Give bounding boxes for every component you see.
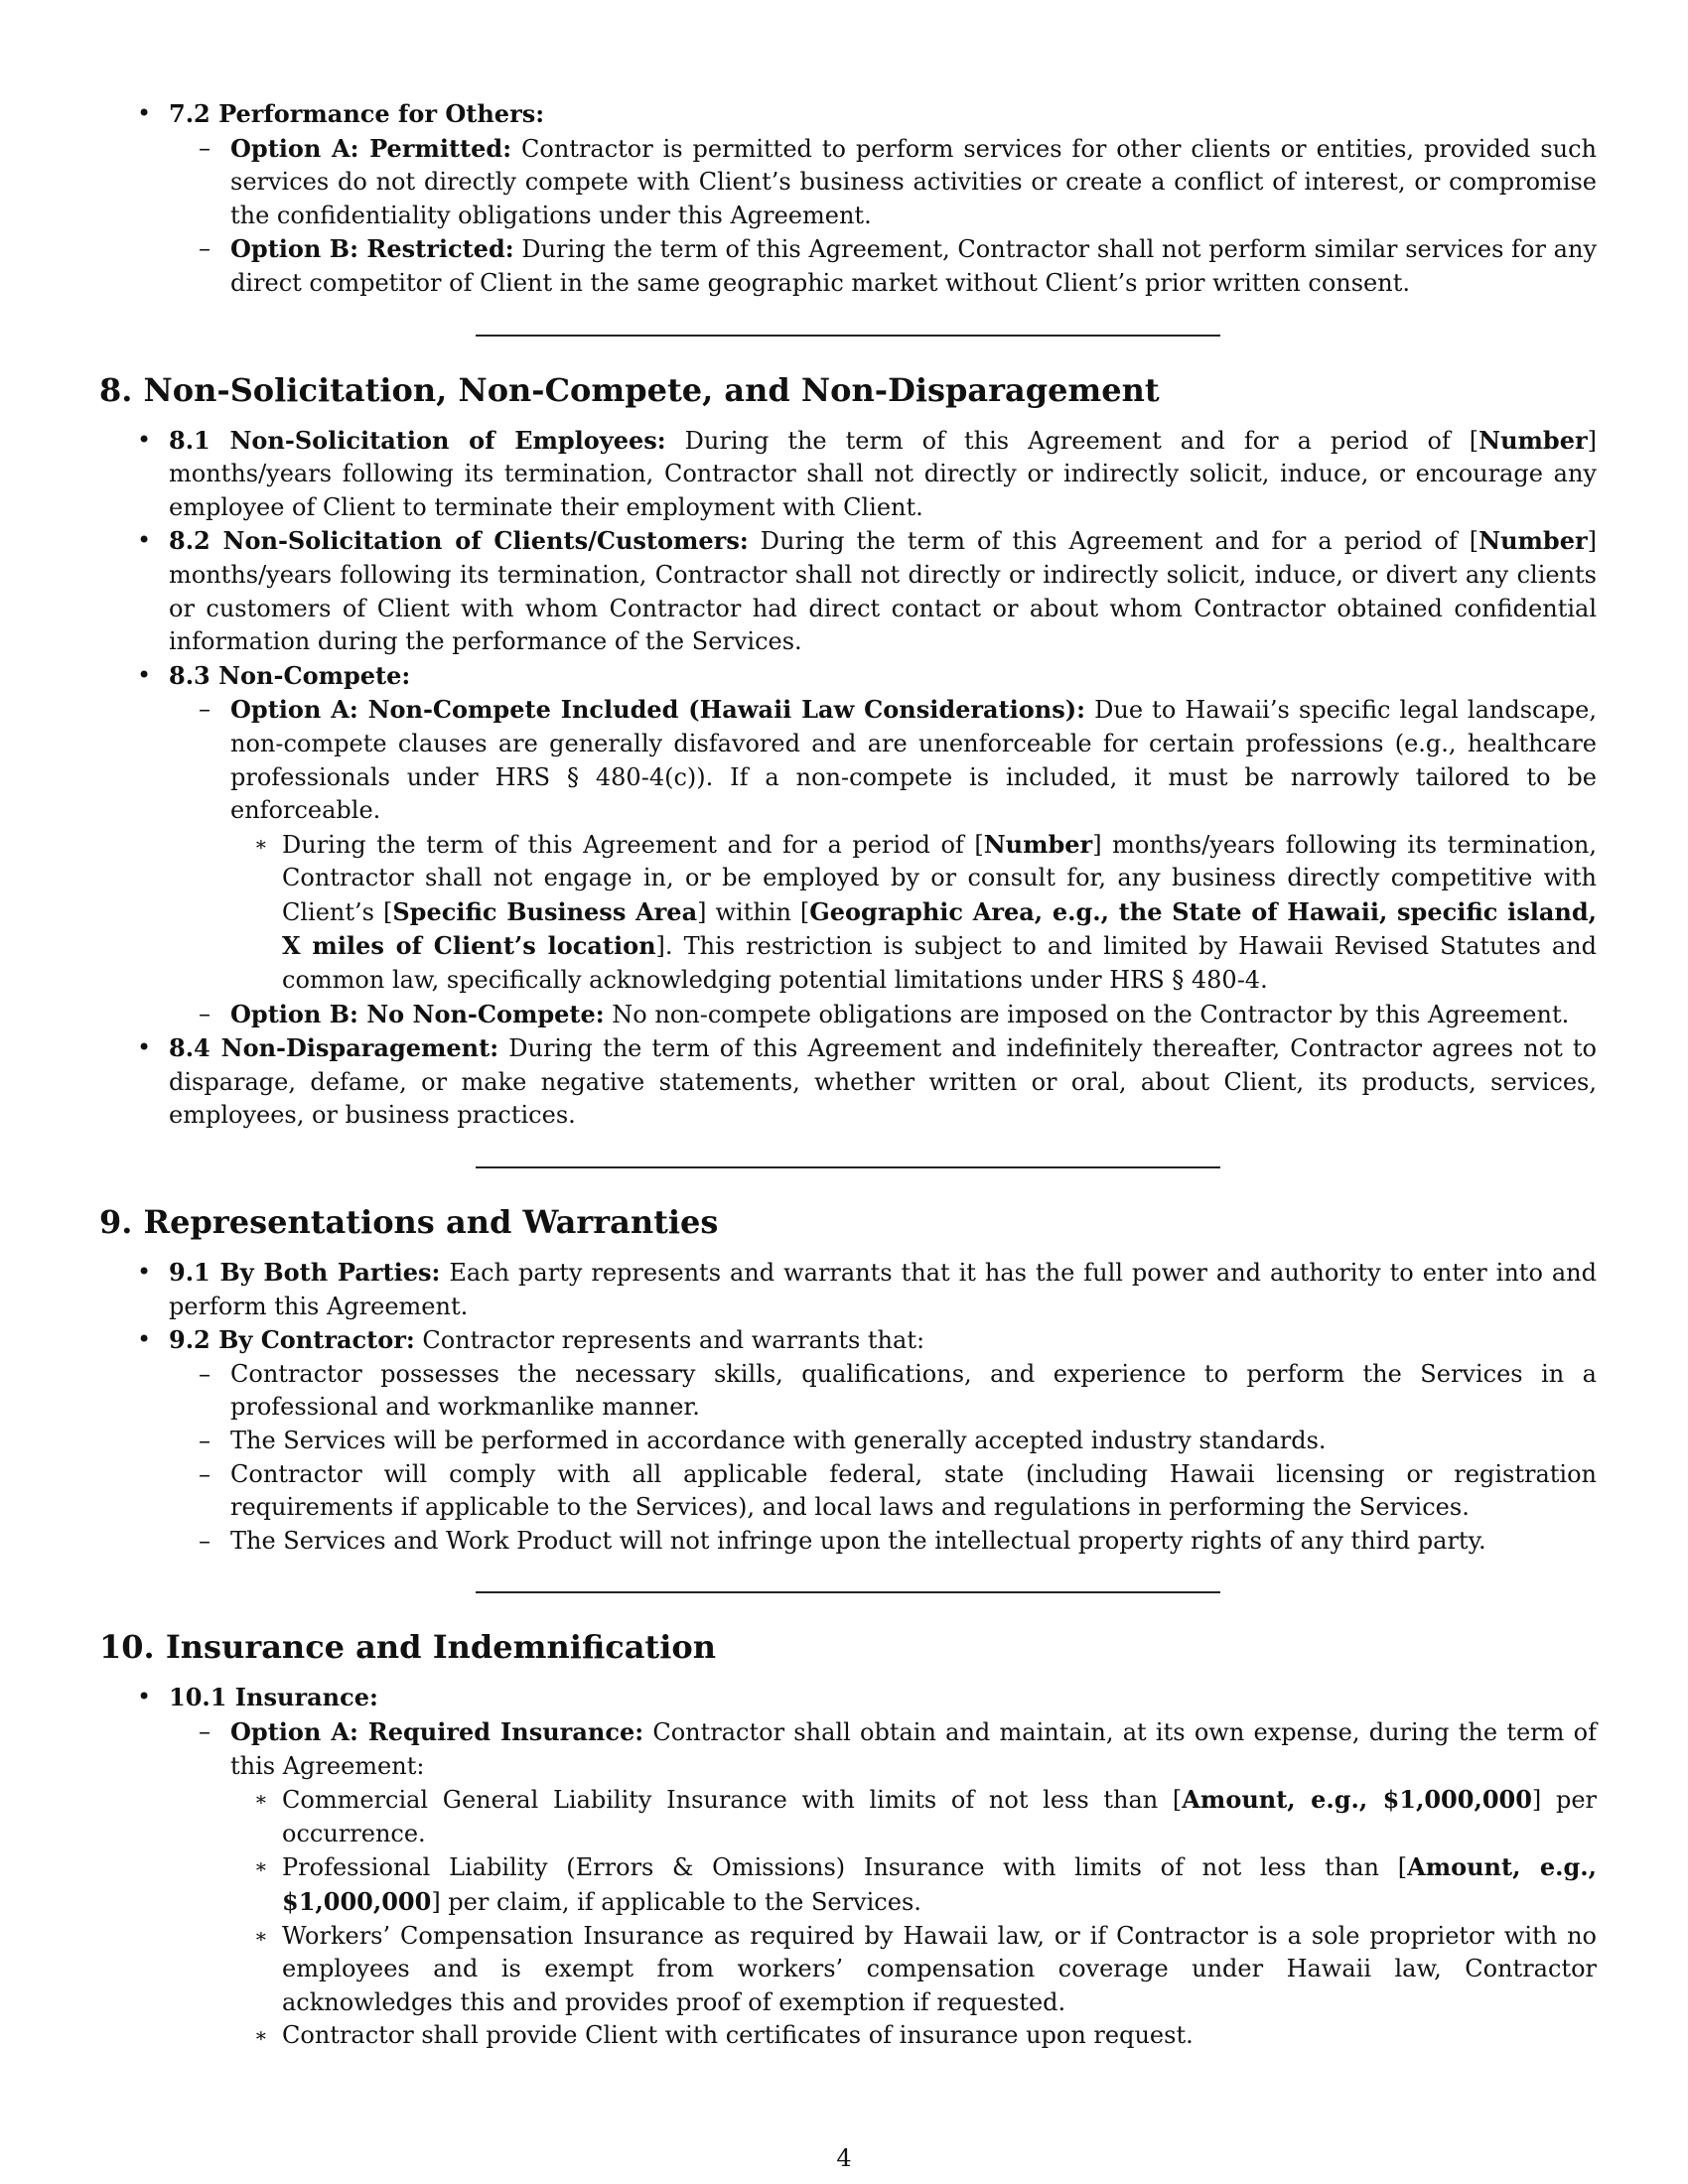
sub-text: During the term of this Agreement and for a period of [: [282, 830, 984, 859]
placeholder-field: Amount, e.g., $1,000,000: [1182, 1785, 1532, 1815]
clause-8-4: [99, 1031, 1597, 1133]
document-body: [99, 97, 1597, 2053]
coverage-item: [230, 1920, 1597, 2020]
bullet-marker: •: [137, 1325, 152, 1354]
bullet-marker: •: [137, 1033, 152, 1062]
warranties-list: [169, 1358, 1597, 1559]
star-marker: ∗: [254, 2023, 268, 2048]
warranty-text: The Services and Work Product will not infringe upon the intellectual property rights of any third party.: [230, 1526, 1486, 1555]
bullet-marker: •: [137, 526, 152, 555]
warranty-item: [169, 1358, 1597, 1425]
option-a: [169, 132, 1597, 233]
bullet-marker: •: [137, 1258, 152, 1287]
sub-text: ] months/years following its termination, Contractor shall not engage in, or be employed by or consult for, any business directly competitive with Client’s [: [282, 830, 1598, 926]
bullet-marker: •: [137, 1683, 152, 1711]
warranty-item: [169, 1458, 1597, 1525]
star-marker: ∗: [254, 1854, 268, 1879]
clause-title: 7.2 Performance for Others:: [169, 99, 545, 128]
clause-8-1: [99, 424, 1597, 525]
option-text: Due to Hawaii’s specific legal landscape, non-compete clauses are generally disfavored and are unenforceable for certain professions (e.g., healthcare professionals under HRS § 480-4(c)). If a non-compete is included, it must be narrowly tailored to be enforceable.: [230, 696, 1597, 825]
placeholder-field: Specific Business Area: [392, 896, 698, 926]
bullet-marker: •: [137, 99, 152, 127]
star-marker: ∗: [254, 1923, 268, 1948]
clause-text: Each party represents and warrants that it has the full power and authority to enter into and perform this Agreement.: [169, 1259, 1597, 1320]
option-b: [169, 232, 1597, 300]
placeholder-field: Number: [1478, 526, 1588, 556]
warranty-item: [169, 1525, 1597, 1559]
coverage-item: [230, 1783, 1597, 1850]
coverage-text: ] per claim, if applicable to the Services.: [431, 1887, 921, 1916]
section-divider: [476, 1166, 1220, 1168]
clause-title: 9.1 By Both Parties:: [169, 1258, 441, 1288]
option-title: Option B: Restricted:: [230, 234, 514, 264]
placeholder-field: Amount, e.g., $1,000,000: [282, 1852, 1597, 1916]
section-9-list: [99, 1256, 1597, 1558]
clause-8-3: [99, 659, 1597, 1032]
section-8-list: [99, 424, 1597, 1133]
clause-title: 9.2 By Contractor:: [169, 1325, 415, 1355]
dash-marker: –: [199, 1427, 211, 1454]
sub-text: ]. This restriction is subject to and limited by Hawaii Revised Statutes and common law, specifically acknowledging potential limitations under HRS § 480-4.: [282, 932, 1597, 995]
option-text: During the term of this Agreement, Contractor shall not perform similar services for any direct competitor of Client in the same geographic market without Client’s prior written consent.: [230, 235, 1598, 297]
coverage-text: Workers’ Compensation Insurance as required by Hawaii law, or if Contractor is a sole proprietor with no employees and is exempt from workers’ compensation coverage under Hawaii law, Contractor acknowledges this and provides proof of exemption if requested.: [282, 1921, 1597, 2016]
coverage-text: Contractor shall provide Client with certificates of insurance upon request.: [282, 2021, 1194, 2050]
bullet-marker: •: [137, 660, 152, 689]
option-text: No non-compete obligations are imposed on the Contractor by this Agreement.: [612, 1000, 1570, 1028]
option-a: [169, 693, 1597, 997]
warranty-text: Contractor possesses the necessary skills, qualifications, and experience to perform the Services in a professional and workmanlike manner.: [230, 1359, 1597, 1422]
section-divider: [476, 335, 1220, 337]
clause-title: 8.3 Non-Compete:: [169, 660, 411, 690]
option-b: [169, 998, 1597, 1032]
option-a: [169, 1715, 1597, 2053]
warranty-text: Contractor will comply with all applicable federal, state (including Hawaii licensing or registration requirements if applicable to the Services), and local laws and regulations in performing the Services.: [230, 1459, 1597, 1522]
dash-marker: –: [199, 234, 211, 263]
clause-text: ] months/years following its termination, Contractor shall not directly or indirectly solicit, induce, or divert any clients or customers of Client with whom Contractor had direct contact or about whom Contractor obtained confidential information during the performance of the Services.: [169, 527, 1597, 656]
section-10-list: [99, 1681, 1597, 2053]
placeholder-field: Geographic Area, e.g., the State of Hawaii, specific island, X miles of Client’s location: [282, 896, 1597, 961]
clause-text: ] months/years following its termination, Contractor shall not directly or indirectly solicit, induce, or encourage any employee of Client to terminate their employment with Client.: [169, 426, 1597, 521]
options-list: [169, 132, 1597, 301]
star-marker: ∗: [254, 1787, 268, 1812]
sub-text: ] within [: [697, 897, 810, 926]
coverage-text: Professional Liability (Errors & Omissions) Insurance with limits of not less than [: [282, 1853, 1408, 1882]
coverage-list: [230, 1783, 1597, 2053]
placeholder-field: Number: [983, 829, 1093, 859]
dash-marker: –: [199, 1459, 211, 1488]
dash-marker: –: [199, 695, 211, 724]
option-text: Contractor shall obtain and maintain, at its own expense, during the term of this Agreement:: [230, 1717, 1597, 1780]
clause-text: During the term of this Agreement and for a period of [: [684, 426, 1479, 455]
options-list: [169, 1715, 1597, 2053]
sub-item: [230, 828, 1597, 998]
dash-marker: –: [199, 133, 211, 162]
clause-title: 8.2 Non-Solicitation of Clients/Customers:: [169, 526, 749, 556]
options-list: [169, 693, 1597, 1031]
clause-9-1: [99, 1256, 1597, 1323]
page-number: 4: [836, 2144, 852, 2172]
star-marker: ∗: [254, 831, 268, 856]
clause-title: 8.4 Non-Disparagement:: [169, 1033, 499, 1063]
section-9-heading: 9. Representations and Warranties: [99, 1203, 719, 1242]
option-title: Option A: Required Insurance:: [230, 1716, 644, 1746]
warranty-item: [169, 1425, 1597, 1458]
dash-marker: –: [199, 1716, 211, 1745]
clause-9-2: [99, 1323, 1597, 1558]
clause-title: 10.1 Insurance:: [169, 1683, 378, 1712]
option-title: Option A: Non-Compete Included (Hawaii Law Considerations):: [230, 695, 1085, 725]
section-divider: [476, 1591, 1220, 1593]
option-text: Contractor is permitted to perform services for other clients or entities, provided such services do not directly compete with Client’s business activities or create a conflict of interest, or compromise the confidentiality obligations under this Agreement.: [230, 134, 1598, 229]
clause-title: 8.1 Non-Solicitation of Employees:: [169, 425, 666, 455]
dash-marker: –: [199, 999, 211, 1027]
placeholder-field: Number: [1478, 425, 1588, 455]
sub-list: [230, 828, 1597, 998]
dash-marker: –: [199, 1359, 211, 1388]
clause-7-2: [99, 97, 1597, 301]
dash-marker: –: [199, 1526, 211, 1555]
clause-8-2: [99, 524, 1597, 658]
bullet-marker: •: [137, 425, 152, 454]
section-7-list: [99, 97, 1597, 301]
option-title: Option A: Permitted:: [230, 133, 512, 163]
clause-text: Contractor represents and warrants that:: [422, 1326, 925, 1355]
section-10-heading: 10. Insurance and Indemnification: [99, 1628, 716, 1667]
coverage-item: [230, 2019, 1597, 2053]
coverage-item: [230, 1850, 1597, 1919]
coverage-text: ] per occurrence.: [282, 1786, 1598, 1847]
clause-text: During the term of this Agreement and indefinitely thereafter, Contractor agrees not to disparage, defame, or make negative statements, whether written or oral, about Client, its products, services, employees, or business practices.: [169, 1034, 1597, 1130]
clause-10-1: [99, 1681, 1597, 2053]
option-title: Option B: No Non-Compete:: [230, 999, 605, 1028]
coverage-text: Commercial General Liability Insurance with limits of not less than [: [282, 1786, 1183, 1815]
section-8-heading: 8. Non-Solicitation, Non-Compete, and Non-Disparagement: [99, 370, 1160, 409]
warranty-text: The Services will be performed in accordance with generally accepted industry standards.: [230, 1427, 1327, 1454]
clause-text: During the term of this Agreement and for a period of [: [760, 527, 1479, 556]
